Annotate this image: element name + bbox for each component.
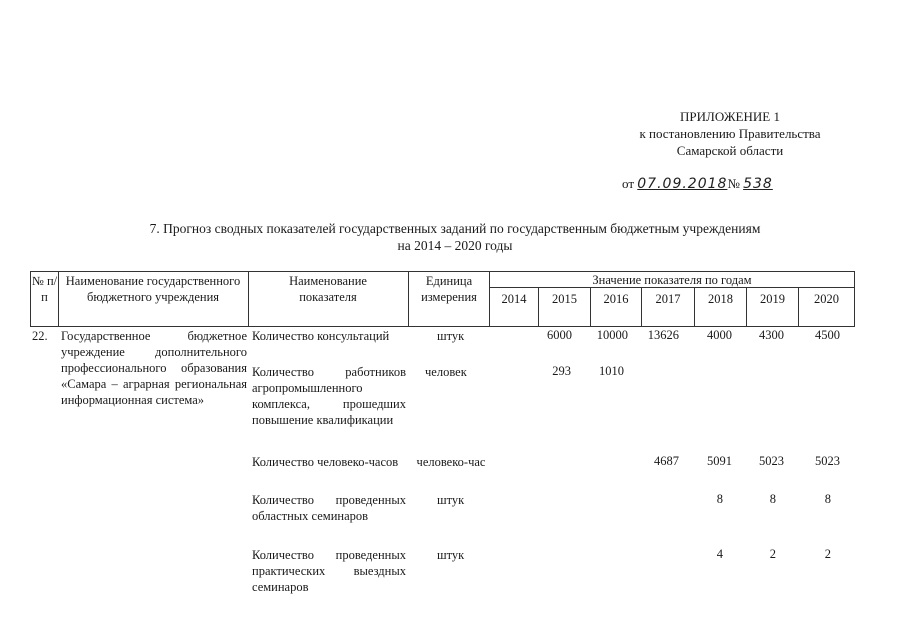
value-2020: 4500 <box>815 328 840 342</box>
appendix-line-1: к постановлению Правительства <box>639 126 821 141</box>
header-year: 2015 <box>552 292 577 306</box>
indicator-name: Количество консультаций <box>252 329 390 343</box>
unit-value: человек <box>425 365 467 379</box>
header-year: 2019 <box>760 292 785 306</box>
header-year: 2014 <box>501 292 527 306</box>
appendix-line-2: Самарской области <box>676 143 784 158</box>
value-2015: 293 <box>552 364 571 378</box>
col-line-1 <box>58 271 59 327</box>
header-indicator: Наименование показателя <box>289 274 367 304</box>
header-bottom-border <box>30 326 854 327</box>
value-2017: 4687 <box>654 454 679 468</box>
indicator-name: Количество работников агропромышленного комплекса, прошедших повышение квалификации <box>252 365 406 427</box>
value-2017: 13626 <box>647 328 679 342</box>
value-2016: 1010 <box>599 364 624 378</box>
header-year: 2016 <box>603 292 629 306</box>
value-2019: 8 <box>769 492 776 506</box>
value-2018: 4000 <box>707 328 732 342</box>
institution-name: Государственное бюджетное учреждение дополнительного профессионального образования «Самара – аграрная региональная информационная система» <box>61 329 247 407</box>
header-num: № п/п <box>31 274 58 304</box>
number-prefix: № <box>727 176 740 191</box>
value-2019: 5023 <box>759 454 784 468</box>
unit-value: штук <box>437 548 465 562</box>
col-line-2 <box>248 271 249 327</box>
value-2020: 8 <box>824 492 831 506</box>
value-2019: 4300 <box>759 328 784 342</box>
row-number: 22. <box>32 329 48 343</box>
value-2016: 10000 <box>596 328 628 342</box>
date-prefix: от <box>622 176 635 191</box>
header-year: 2020 <box>814 292 839 306</box>
value-2019: 2 <box>769 547 776 561</box>
unit-value: штук <box>437 493 465 507</box>
header-values: Значение показателя по годам <box>592 273 752 287</box>
unit-value: человеко-час <box>416 455 486 469</box>
col-line-11 <box>854 271 855 327</box>
value-2020: 2 <box>824 547 831 561</box>
indicator-name: Количество проведенных практических выездных семинаров <box>252 548 406 594</box>
indicator-name: Количество человеко-часов <box>252 455 399 469</box>
header-unit: Единица измерения <box>421 274 477 304</box>
header-institution: Наименование государственного бюджетного учреждения <box>65 274 241 304</box>
value-2018: 8 <box>716 492 723 506</box>
unit-value: штук <box>437 329 465 343</box>
value-2018: 5091 <box>707 454 732 468</box>
value-2020: 5023 <box>815 454 840 468</box>
document-date: 07.09.2018 <box>637 176 728 192</box>
value-2015: 6000 <box>547 328 572 342</box>
indicator-name: Количество проведенных областных семинаров <box>252 493 406 523</box>
heading-line-1: 7. Прогноз сводных показателей государственных заданий по государственным бюджетным учреждениям <box>149 221 761 236</box>
value-2018: 4 <box>716 547 723 561</box>
appendix-title: ПРИЛОЖЕНИЕ 1 <box>680 109 780 124</box>
document-number: 538 <box>743 176 773 192</box>
header-year: 2017 <box>655 292 681 306</box>
heading-line-2: на 2014 – 2020 годы <box>397 238 513 253</box>
header-year: 2018 <box>708 292 733 306</box>
